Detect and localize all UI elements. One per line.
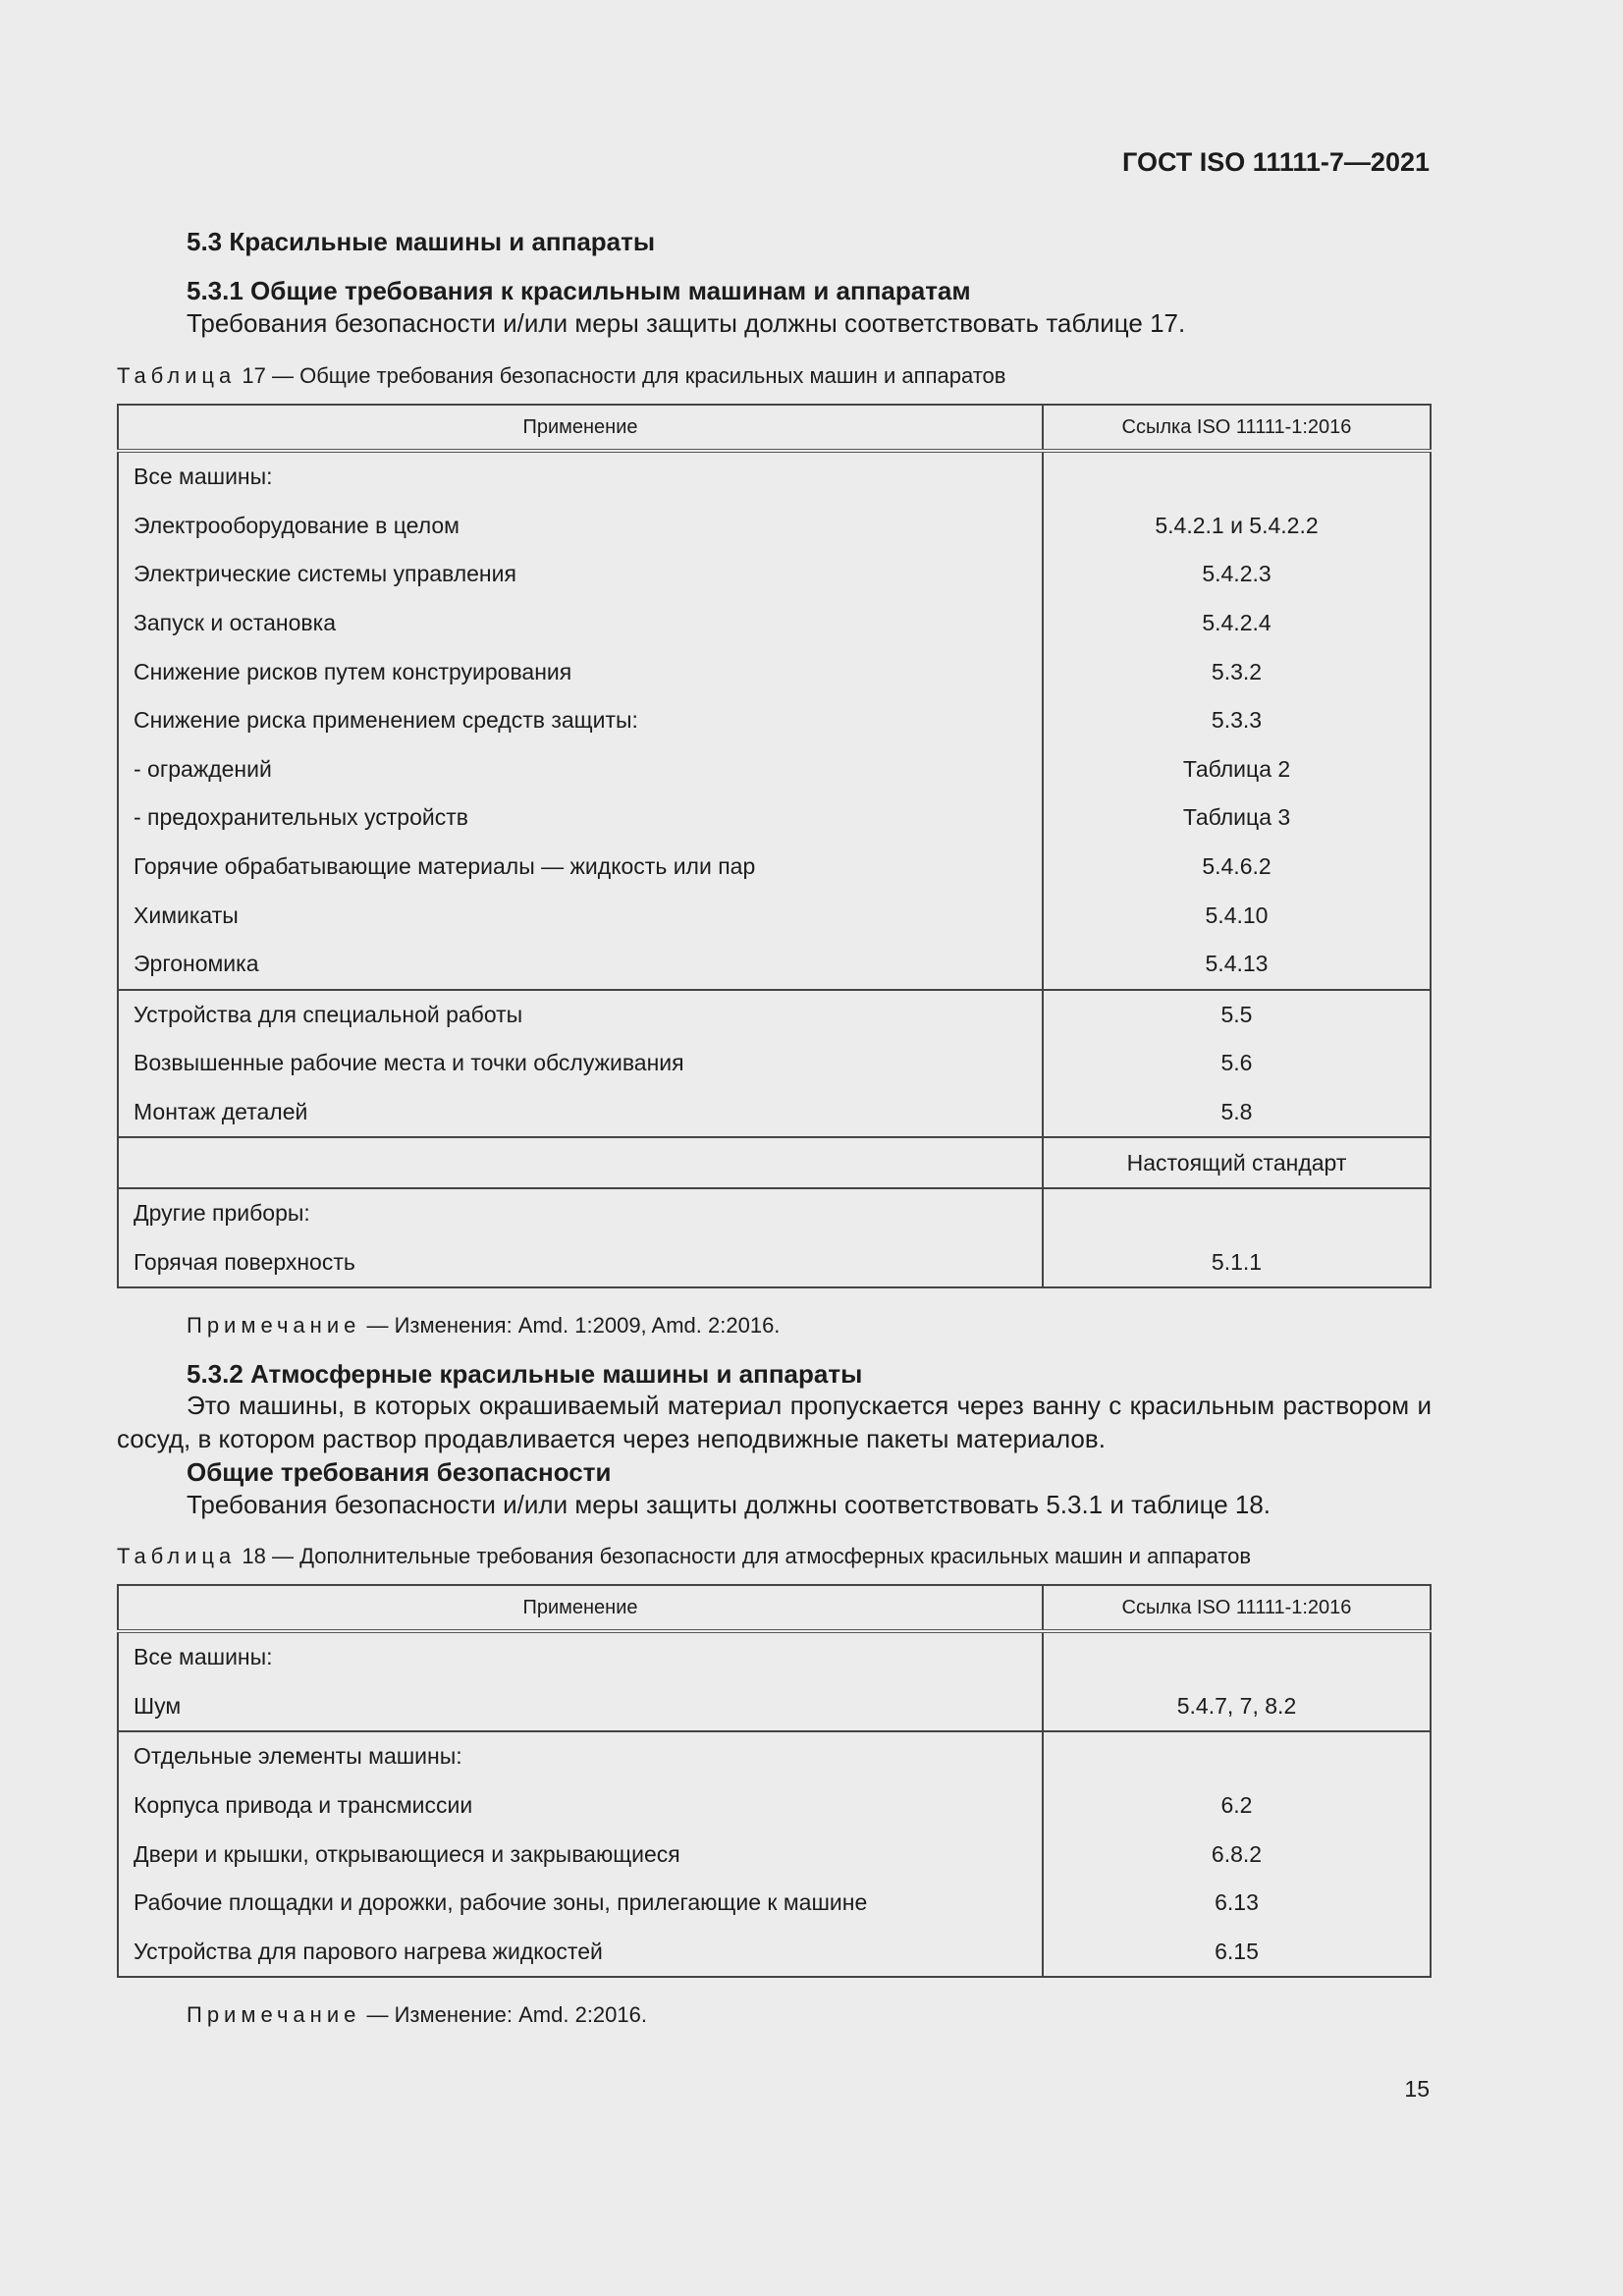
table-row xyxy=(118,1879,1431,1928)
application-cell: Двери и крышки, открывающиеся и закрывающиеся xyxy=(118,1830,1043,1879)
application-cell: Все машины: xyxy=(118,1631,1043,1682)
section-5-3-2-text: Это машины, в которых окрашиваемый материал пропускается через ванну с красильным раствором и сосуд, в котором раствор продавливается через неподвижные пакеты материалов. xyxy=(117,1391,1432,1453)
reference-cell xyxy=(1043,451,1431,502)
application-cell: Горячая поверхность xyxy=(118,1238,1043,1288)
table-row xyxy=(118,940,1431,990)
table-row xyxy=(118,1188,1431,1238)
table-row xyxy=(118,1631,1431,1682)
application-cell: - ограждений xyxy=(118,745,1043,794)
reference-cell: 6.13 xyxy=(1043,1879,1431,1928)
table-row xyxy=(118,1039,1431,1088)
reference-cell: 5.5 xyxy=(1043,990,1431,1040)
reference-cell: Настоящий стандарт xyxy=(1043,1137,1431,1188)
column-header-application: Применение xyxy=(118,405,1043,451)
application-cell: Запуск и остановка xyxy=(118,599,1043,648)
table-row xyxy=(118,990,1431,1040)
table-17-note xyxy=(187,1313,780,1339)
table-row xyxy=(118,451,1431,502)
table-row xyxy=(118,502,1431,551)
reference-cell: 5.4.10 xyxy=(1043,891,1431,940)
table-row xyxy=(118,843,1431,892)
application-cell: Эргономика xyxy=(118,940,1043,990)
column-header-application: Применение xyxy=(118,1585,1043,1631)
table-row xyxy=(118,745,1431,794)
reference-cell: 6.8.2 xyxy=(1043,1830,1431,1879)
section-5-3-title: 5.3 Красильные машины и аппараты xyxy=(187,227,656,256)
note-label: Примечание xyxy=(187,1313,361,1338)
reference-cell xyxy=(1043,1631,1431,1682)
reference-cell: 5.4.2.1 и 5.4.2.2 xyxy=(1043,502,1431,551)
application-cell: Возвышенные рабочие места и точки обслуживания xyxy=(118,1039,1043,1088)
note-text: — Изменения: Amd. 1:2009, Amd. 2:2016. xyxy=(366,1313,781,1338)
table-row xyxy=(118,1137,1431,1188)
table-caption-label: Таблица xyxy=(117,1544,237,1568)
section-5-3-2-text2: Требования безопасности и/или меры защиты должны соответствовать 5.3.1 и таблице 18. xyxy=(187,1490,1271,1519)
reference-cell: 6.15 xyxy=(1043,1928,1431,1978)
column-header-reference: Ссылка ISO 11111-1:2016 xyxy=(1043,405,1431,451)
application-cell: - предохранительных устройств xyxy=(118,793,1043,843)
page-number: 15 xyxy=(1404,2076,1430,2102)
table-row xyxy=(118,1928,1431,1978)
table-row xyxy=(118,550,1431,599)
section-5-3-1-text: Требования безопасности и/или меры защиты должны соответствовать таблице 17. xyxy=(187,308,1186,338)
general-safety-subtitle: Общие требования безопасности xyxy=(187,1457,612,1487)
table-row xyxy=(118,1682,1431,1732)
application-cell: Другие приборы: xyxy=(118,1188,1043,1238)
application-cell: Электрические системы управления xyxy=(118,550,1043,599)
application-cell: Снижение риска применением средств защиты: xyxy=(118,696,1043,745)
table-row xyxy=(118,1731,1431,1781)
note-text: — Изменение: Amd. 2:2016. xyxy=(366,2002,647,2027)
application-cell: Шум xyxy=(118,1682,1043,1732)
reference-cell: 5.4.6.2 xyxy=(1043,843,1431,892)
reference-cell xyxy=(1043,1731,1431,1781)
table-17 xyxy=(117,404,1432,1288)
table-row xyxy=(118,1238,1431,1288)
application-cell: Электрооборудование в целом xyxy=(118,502,1043,551)
reference-cell: 5.3.3 xyxy=(1043,696,1431,745)
application-cell: Химикаты xyxy=(118,891,1043,940)
application-cell: Горячие обрабатывающие материалы — жидкость или пар xyxy=(118,843,1043,892)
reference-cell: 6.2 xyxy=(1043,1781,1431,1831)
reference-cell: 5.8 xyxy=(1043,1088,1431,1138)
table-18 xyxy=(117,1584,1432,1978)
table-row xyxy=(118,599,1431,648)
reference-cell: 5.1.1 xyxy=(1043,1238,1431,1288)
application-cell: Устройства для парового нагрева жидкостей xyxy=(118,1928,1043,1978)
note-label: Примечание xyxy=(187,2002,361,2027)
table-row xyxy=(118,1830,1431,1879)
section-5-3-1-title: 5.3.1 Общие требования к красильным машинам и аппаратам xyxy=(187,276,971,305)
application-cell xyxy=(118,1137,1043,1188)
table-17-caption xyxy=(117,363,1005,389)
table-caption-label: Таблица xyxy=(117,363,237,388)
table-row xyxy=(118,891,1431,940)
reference-cell: 5.3.2 xyxy=(1043,647,1431,696)
application-cell: Корпуса привода и трансмиссии xyxy=(118,1781,1043,1831)
reference-cell: Таблица 3 xyxy=(1043,793,1431,843)
application-cell: Отдельные элементы машины: xyxy=(118,1731,1043,1781)
reference-cell: 5.4.2.4 xyxy=(1043,599,1431,648)
table-caption-text: 18 — Дополнительные требования безопасности для атмосферных красильных машин и аппаратов xyxy=(242,1544,1252,1568)
application-cell: Снижение рисков путем конструирования xyxy=(118,647,1043,696)
reference-cell: 5.4.2.3 xyxy=(1043,550,1431,599)
application-cell: Монтаж деталей xyxy=(118,1088,1043,1138)
reference-cell: Таблица 2 xyxy=(1043,745,1431,794)
reference-cell xyxy=(1043,1188,1431,1238)
section-5-3-2-title: 5.3.2 Атмосферные красильные машины и аппараты xyxy=(187,1359,863,1389)
table-row xyxy=(118,696,1431,745)
column-header-reference: Ссылка ISO 11111-1:2016 xyxy=(1043,1585,1431,1631)
table-row xyxy=(118,793,1431,843)
table-18-note xyxy=(187,2002,647,2028)
reference-cell: 5.6 xyxy=(1043,1039,1431,1088)
application-cell: Устройства для специальной работы xyxy=(118,990,1043,1040)
document-id: ГОСТ ISO 11111-7—2021 xyxy=(1122,147,1430,177)
table-row xyxy=(118,1088,1431,1138)
reference-cell: 5.4.7, 7, 8.2 xyxy=(1043,1682,1431,1732)
table-18-caption xyxy=(117,1544,1251,1569)
reference-cell: 5.4.13 xyxy=(1043,940,1431,990)
table-row xyxy=(118,1781,1431,1831)
application-cell: Все машины: xyxy=(118,451,1043,502)
table-caption-text: 17 — Общие требования безопасности для красильных машин и аппаратов xyxy=(242,363,1006,388)
application-cell: Рабочие площадки и дорожки, рабочие зоны, прилегающие к машине xyxy=(118,1879,1043,1928)
table-row xyxy=(118,647,1431,696)
